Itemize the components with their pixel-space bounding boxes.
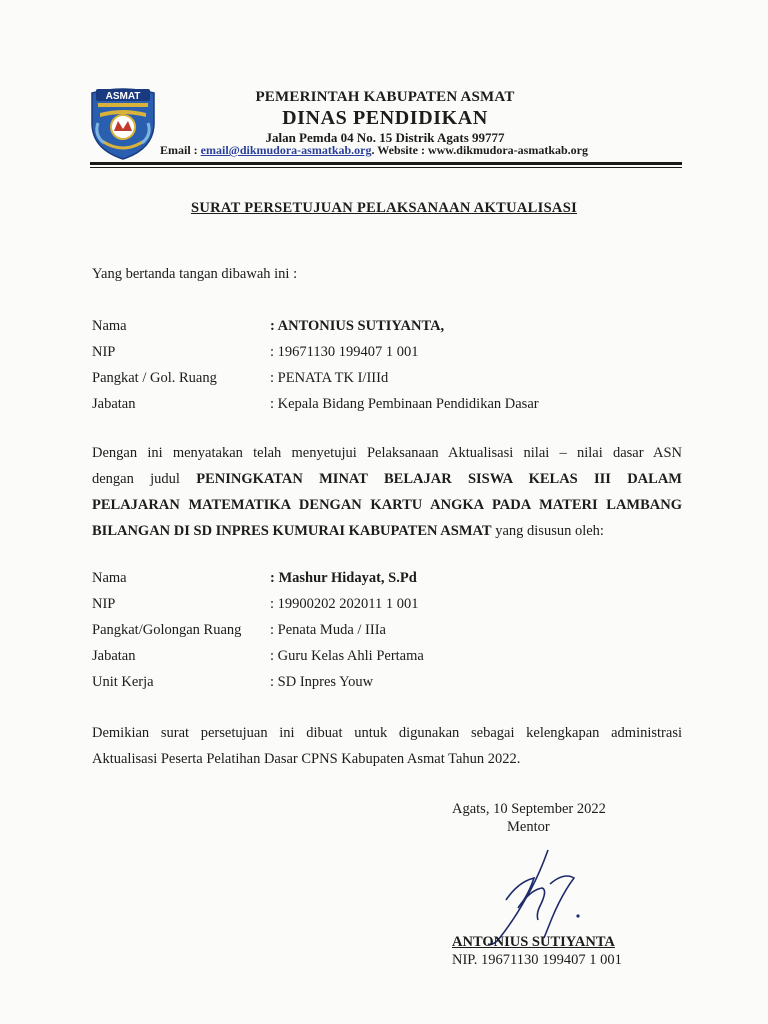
department-name: DINAS PENDIDIKAN xyxy=(282,107,488,129)
participant-value: : Penata Muda / IIIa xyxy=(270,622,386,638)
thesis-title-part: BILANGAN DI SD INPRES KUMURAI KABUPATEN ASMAT xyxy=(92,523,492,539)
participant-row xyxy=(92,596,692,614)
email-link[interactable]: email@dikmudora-asmatkab.org xyxy=(200,143,372,157)
statement-suffix: yang disusun oleh: xyxy=(491,523,604,539)
document-title: SURAT PERSETUJUAN PELAKSANAAN AKTUALISASI xyxy=(190,200,578,216)
participant-row xyxy=(92,648,692,666)
participant-label: Nama xyxy=(92,570,127,586)
closing-line: Demikian surat persetujuan ini dibuat untuk digunakan sebagai kelengkapan administrasi xyxy=(92,725,682,741)
website-text: www.dikmudora-asmatkab.org xyxy=(427,143,588,157)
website-label: . Website : xyxy=(371,143,428,157)
participant-value: : 19900202 202011 1 001 xyxy=(270,596,419,612)
closing-line: Aktualisasi Peserta Pelatihan Dasar CPNS Kabupaten Asmat Tahun 2022. xyxy=(92,751,521,767)
signer-name: ANTONIUS SUTIYANTA xyxy=(452,934,615,950)
letterhead-divider-thin xyxy=(90,167,682,168)
participant-label: Jabatan xyxy=(92,648,136,664)
letterhead-divider-thick xyxy=(90,162,682,165)
participant-row xyxy=(92,674,692,692)
participant-row xyxy=(92,570,692,588)
letterhead xyxy=(150,88,620,146)
signer-value: : 19671130 199407 1 001 xyxy=(270,344,419,360)
thesis-title-part: PENINGKATAN MINAT BELAJAR SISWA KELAS III DALAM xyxy=(196,471,682,487)
statement-line: Dengan ini menyatakan telah menyetujui Pelaksanaan Aktualisasi nilai – nilai dasar ASN xyxy=(92,445,682,461)
participant-value: : Guru Kelas Ahli Pertama xyxy=(270,648,424,664)
place-date: Agats, 10 September 2022 xyxy=(452,801,606,817)
statement-paragraph xyxy=(92,440,682,544)
government-name: PEMERINTAH KABUPATEN ASMAT xyxy=(255,89,515,105)
statement-line xyxy=(92,466,682,492)
signer-label: Jabatan xyxy=(92,396,136,412)
participant-label: NIP xyxy=(92,596,116,612)
intro-text: Yang bertanda tangan dibawah ini : xyxy=(92,266,298,282)
participant-label: Pangkat/Golongan Ruang xyxy=(92,622,242,638)
participant-row xyxy=(92,622,692,640)
email-label: Email : xyxy=(160,143,201,157)
signer-row xyxy=(92,318,692,336)
signature-block xyxy=(452,800,652,836)
signer-role: Mentor xyxy=(507,819,550,835)
signer-value: : Kepala Bidang Pembinaan Pendidikan Dasar xyxy=(270,396,539,412)
participant-value: : Mashur Hidayat, S.Pd xyxy=(270,570,417,586)
signer-label: Nama xyxy=(92,318,127,334)
statement-prefix: dengan judul xyxy=(92,471,197,487)
contact-line xyxy=(160,143,588,158)
closing-paragraph xyxy=(92,720,682,772)
participant-label: Unit Kerja xyxy=(92,674,154,690)
signer-row xyxy=(92,370,692,388)
thesis-title-part: PELAJARAN MATEMATIKA DENGAN KARTU ANGKA PADA MATERI LAMBANG xyxy=(92,497,682,513)
signer-nip: NIP. 19671130 199407 1 001 xyxy=(452,952,622,968)
signer-label: Pangkat / Gol. Ruang xyxy=(92,370,217,386)
signer-row xyxy=(92,396,692,414)
office-address: Jalan Pemda 04 No. 15 Distrik Agats 99777 xyxy=(265,130,505,145)
handwritten-signature xyxy=(478,848,588,948)
statement-line xyxy=(92,518,682,544)
signer-label: NIP xyxy=(92,344,116,360)
signer-row xyxy=(92,344,692,362)
participant-value: : SD Inpres Youw xyxy=(270,674,374,690)
logo-text: ASMAT xyxy=(105,91,141,102)
asmat-regency-logo xyxy=(88,83,158,161)
signer-value: : PENATA TK I/IIId xyxy=(270,370,389,386)
signer-value: : ANTONIUS SUTIYANTA, xyxy=(270,318,445,334)
